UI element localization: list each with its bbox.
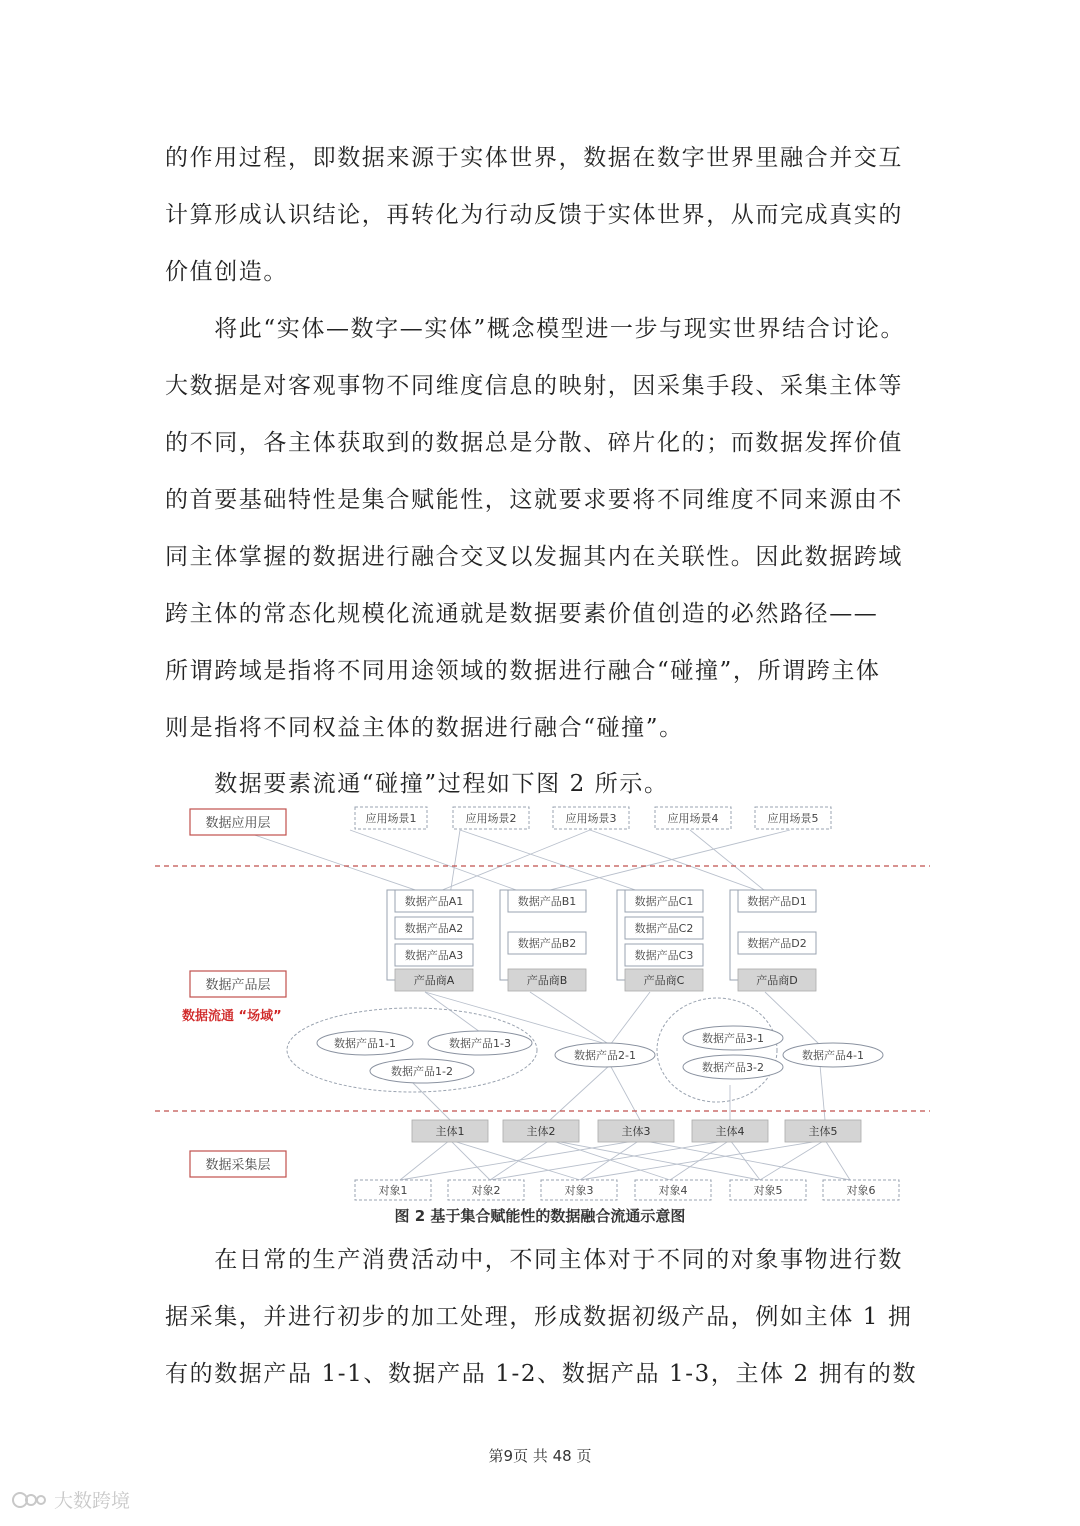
flow-product-label: 数据产品1-3: [449, 1037, 511, 1050]
text-line: 同主体掌握的数据进行融合交叉以发掘其内在关联性。因此数据跨域: [165, 544, 903, 570]
text-line: 所谓跨域是指将不同用途领域的数据进行融合“碰撞”，所谓跨主体: [165, 658, 881, 684]
flow-domain-group-3: [657, 998, 777, 1102]
paragraph-2: [165, 301, 917, 757]
subject-label: 主体5: [808, 1125, 838, 1138]
product-label: 数据产品A2: [404, 922, 464, 935]
product-label: 数据产品A3: [404, 949, 464, 962]
object-label: 对象2: [471, 1184, 501, 1197]
text-line: 数据要素流通“碰撞”过程如下图 2 所示。: [165, 771, 669, 797]
text-line: 的作用过程，即数据来源于实体世界，数据在数字世界里融合并交互: [165, 145, 903, 171]
subject-label: 主体3: [621, 1125, 651, 1138]
product-label: 数据产品C1: [634, 895, 694, 908]
subject-label: 主体2: [526, 1125, 556, 1138]
watermark-text: 大数跨境: [54, 1490, 131, 1512]
product-label: 数据产品B2: [517, 937, 577, 950]
flow-product-label: 数据产品3-2: [702, 1061, 764, 1074]
text-line: 的不同，各主体获取到的数据总是分散、碎片化的；而数据发挥价值: [165, 430, 903, 456]
text-line: 价值创造。: [165, 259, 288, 285]
text-line: 计算形成认识结论，再转化为行动反馈于实体世界，从而完成真实的: [165, 202, 903, 228]
product-label: 数据产品D2: [747, 937, 807, 950]
text-line: 有的数据产品 1-1、数据产品 1-2、数据产品 1-3，主体 2 拥有的数: [165, 1361, 917, 1387]
text-line: 则是指将不同权益主体的数据进行融合“碰撞”。: [165, 715, 684, 741]
product-label: 数据产品C3: [634, 949, 694, 962]
layer-label-product: [190, 971, 286, 997]
object-label: 对象3: [564, 1184, 594, 1197]
layer-label-text: 数据产品层: [205, 978, 271, 993]
vendor-label: 产品商B: [526, 974, 568, 987]
paragraph-4: [165, 1232, 917, 1403]
flow-product-label: 数据产品1-1: [334, 1037, 396, 1050]
text-line: 将此“实体—数字—实体”概念模型进一步与现实世界结合讨论。: [165, 316, 906, 342]
product-label: 数据产品D1: [747, 895, 807, 908]
text-line: 的首要基础特性是集合赋能性，这就要求要将不同维度不同来源由不: [165, 487, 903, 513]
watermark: [12, 1486, 130, 1513]
subject-label: 主体4: [715, 1125, 745, 1138]
scene-label: 应用场景4: [667, 812, 719, 825]
object-label: 对象6: [846, 1184, 876, 1197]
layer-label-text: 数据采集层: [205, 1158, 271, 1173]
page-number: 第9页 共 48 页: [488, 1447, 592, 1465]
text-line: 据采集，并进行初步的加工处理，形成数据初级产品，例如主体 1 拥: [165, 1304, 913, 1330]
layer-label-text: 数据应用层: [205, 816, 271, 831]
object-label: 对象5: [753, 1184, 783, 1197]
product-label: 数据产品B1: [517, 895, 577, 908]
text-line: 在日常的生产消费活动中，不同主体对于不同的对象事物进行数: [165, 1247, 903, 1273]
product-label: 数据产品A1: [404, 895, 464, 908]
product-label: 数据产品C2: [634, 922, 694, 935]
layer-label-application: [190, 809, 286, 835]
vendor-label: 产品商D: [756, 974, 798, 987]
scene-label: 应用场景1: [365, 812, 417, 825]
subject-label: 主体1: [435, 1125, 465, 1138]
scene-label: 应用场景5: [767, 812, 819, 825]
watermark-logo-icon: [12, 1489, 48, 1511]
data-flow-diagram: [150, 795, 930, 1205]
object-label: 对象4: [658, 1184, 688, 1197]
text-line: 大数据是对客观事物不同维度信息的映射，因采集手段、采集主体等: [165, 373, 903, 399]
object-label: 对象1: [378, 1184, 408, 1197]
vendor-label: 产品商C: [643, 974, 685, 987]
text-line: 跨主体的常态化规模化流通就是数据要素价值创造的必然路径——: [165, 601, 879, 627]
scene-label: 应用场景2: [465, 812, 517, 825]
vendor-label: 产品商A: [413, 974, 455, 987]
paragraph-1: [165, 130, 917, 301]
flow-product-label: 数据产品1-2: [391, 1065, 453, 1078]
figure-caption: 图 2 基于集合赋能性的数据融合流通示意图: [394, 1207, 686, 1225]
layer-label-collection: [190, 1151, 286, 1177]
scene-label: 应用场景3: [565, 812, 617, 825]
flow-domain-label: 数据流通 “场域”: [182, 1009, 282, 1024]
flow-product-label: 数据产品2-1: [574, 1049, 636, 1062]
flow-product-label: 数据产品4-1: [802, 1049, 864, 1062]
flow-product-label: 数据产品3-1: [702, 1032, 764, 1045]
